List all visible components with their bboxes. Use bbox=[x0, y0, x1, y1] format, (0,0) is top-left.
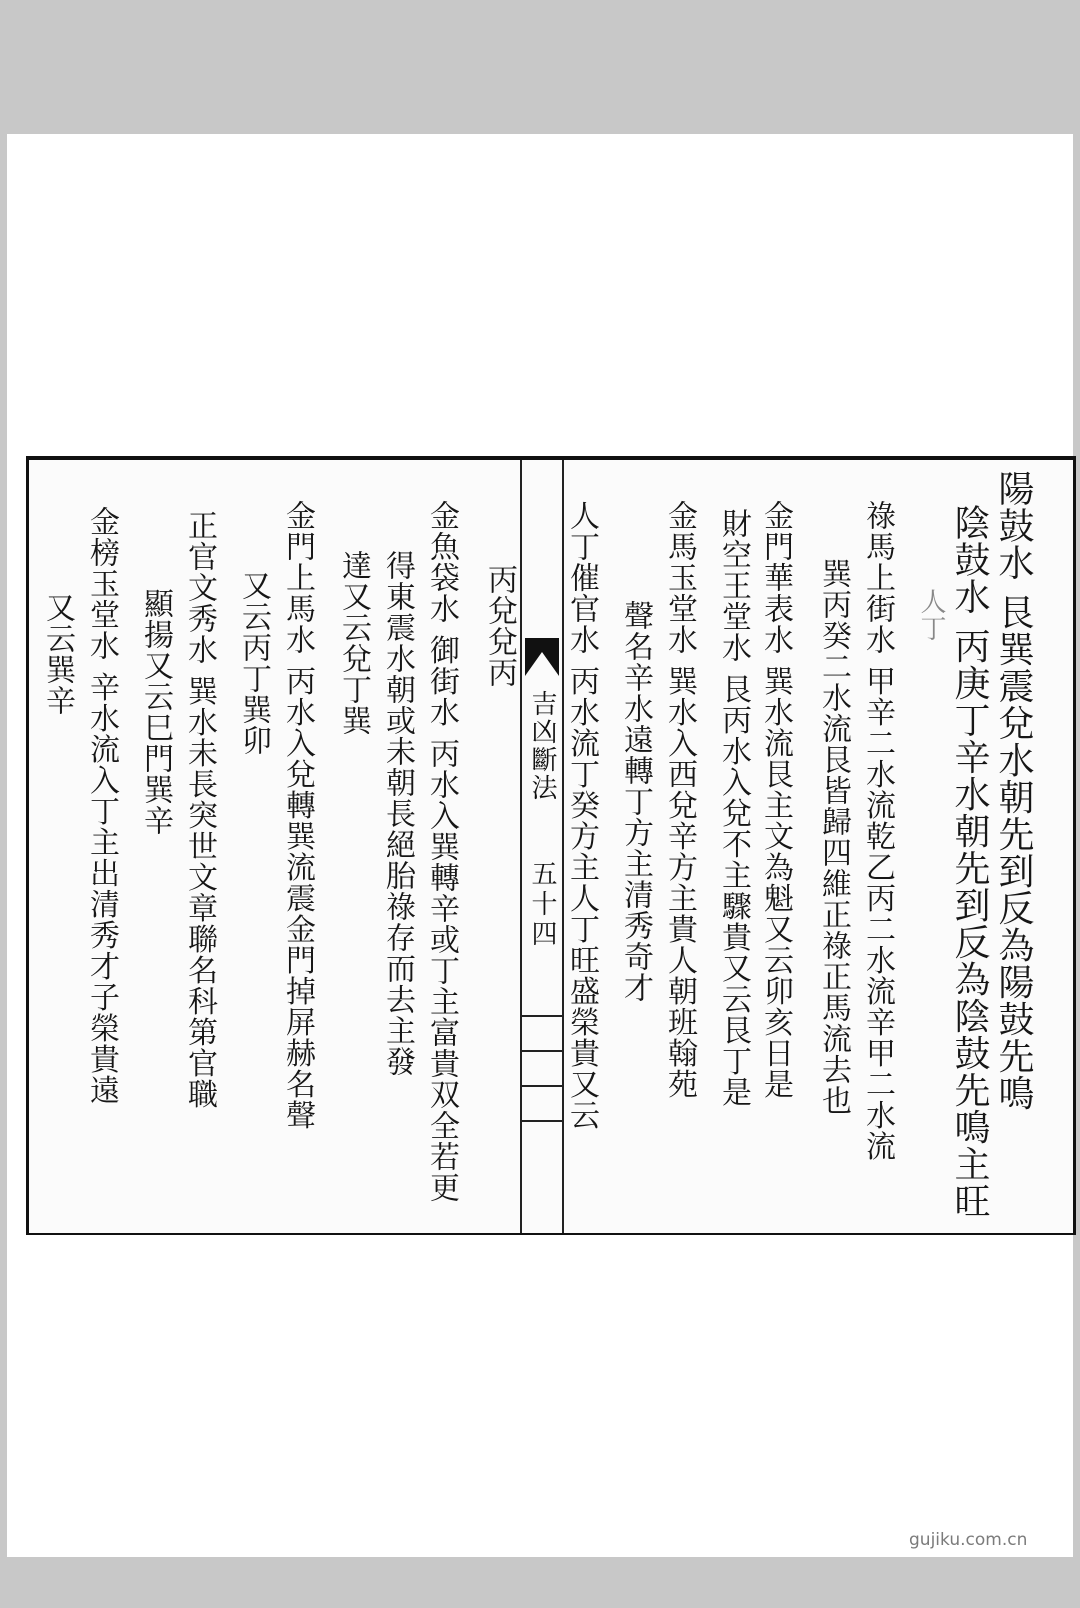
fishtail-mark bbox=[525, 638, 559, 676]
center-gutter bbox=[520, 460, 564, 1233]
book-section-title: 吉凶斷法 bbox=[527, 690, 557, 802]
page-viewer bbox=[7, 134, 1073, 1557]
book-spread bbox=[26, 456, 1076, 1235]
site-watermark: gujiku.com.cn bbox=[909, 1530, 1028, 1550]
text-column: 祿馬上街水 甲辛二水流乾乙丙二水流辛甲二水流 bbox=[860, 500, 895, 1162]
text-column: 人丁催官水 丙水流丁癸方主人丁旺盛榮貴又云 bbox=[564, 500, 599, 1131]
text-column: 巽丙癸二水流艮皆歸四維正祿正馬流去也 bbox=[816, 558, 851, 1116]
divider bbox=[522, 1015, 562, 1017]
text-column: 陽鼓水 艮巽震兌水朝先到反為陽鼓先鳴 bbox=[993, 470, 1034, 1112]
text-column: 人丁 bbox=[916, 588, 946, 642]
text-column: 金榜玉堂水 辛水流入丁主出清秀才子榮貴遠 bbox=[84, 506, 119, 1106]
text-column: 達又云兌丁巽 bbox=[336, 550, 371, 736]
text-column: 丙兌兌丙 bbox=[482, 564, 517, 688]
text-column: 金魚袋水 御街水 丙水入巽轉辛或丁主富貴双全若更 bbox=[424, 500, 459, 1204]
divider bbox=[522, 1085, 562, 1087]
page-number: 五十四 bbox=[527, 860, 557, 950]
text-column: 又云丙丁巽卯 bbox=[236, 570, 271, 756]
text-column: 顯揚又云巳門巽辛 bbox=[138, 588, 173, 836]
text-column: 金馬玉堂水 巽水入西兌辛方主貴人朝班翰苑 bbox=[662, 500, 697, 1100]
divider bbox=[522, 1120, 562, 1122]
text-column: 得東震水朝或未朝長絕胎祿存而去主發 bbox=[380, 550, 415, 1077]
text-column: 金門上馬水 丙水入兌轉巽流震金門掉屏赫名聲 bbox=[280, 500, 315, 1131]
text-column: 財空王堂水 艮丙水入兌不主驟貴又云艮丁是 bbox=[716, 508, 751, 1108]
text-column: 陰鼓水 丙庚丁辛水朝先到反為陰鼓先鳴主旺 bbox=[949, 504, 990, 1220]
text-column: 聲名辛水遠轉丁方主清秀奇才 bbox=[618, 600, 653, 1003]
text-column: 又云巽辛 bbox=[40, 592, 75, 716]
text-column: 正官文秀水 巽水未長突世文章聯名科第官職 bbox=[182, 510, 217, 1110]
divider bbox=[522, 1050, 562, 1052]
text-column: 金門華表水 巽水流艮主文為魁又云卯亥日是 bbox=[758, 500, 793, 1100]
